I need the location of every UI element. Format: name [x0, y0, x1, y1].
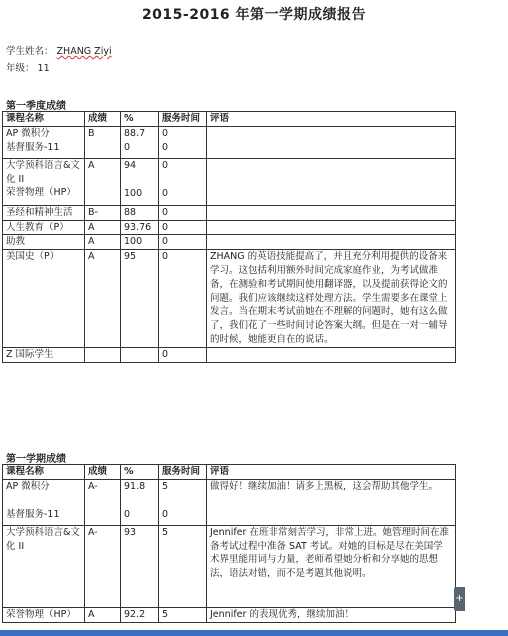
comment-cell: [207, 347, 456, 362]
grade-cell: A: [85, 607, 121, 622]
bottom-edge-bar: [0, 630, 508, 636]
service-cell: 0: [159, 250, 207, 348]
table-row: [3, 607, 456, 622]
section-title-q1: 第一季度成绩: [6, 101, 66, 112]
comment-cell: Jennifer 在班非常刻苦学习，非常上进。她管理时间在准备考试过程中准备 SAT 考试。对她的目标是尽在美国学术界里能用词与力量，老师希望她分析和分享她的思想法，语法对错，而不是考题其他说明。: [207, 525, 456, 607]
header-course: 课程名称: [3, 465, 85, 480]
grade-level-value: 11: [37, 63, 50, 74]
table-row: [3, 220, 456, 235]
grade-cell: A: [85, 250, 121, 348]
percent-cell: 91.8 0: [121, 479, 159, 525]
percent-cell: 88: [121, 205, 159, 220]
header-comment: 评语: [207, 112, 456, 127]
header-service-hours: 服务时间: [159, 112, 207, 127]
header-grade: 成绩: [85, 465, 121, 480]
percent-cell: 100: [121, 235, 159, 250]
comment-cell: Jennifer 的表现优秀，继续加油！: [207, 607, 456, 622]
header-grade: 成绩: [85, 112, 121, 127]
student-name-value: ZHANG Ziyi: [56, 46, 112, 57]
course-cell: 人生教育（P）: [3, 220, 85, 235]
table-row: [3, 525, 456, 607]
header-percent: %: [121, 465, 159, 480]
header-comment: 评语: [207, 465, 456, 480]
service-cell: 0 0: [159, 158, 207, 205]
table-row: [3, 250, 456, 348]
header-course: 课程名称: [3, 112, 85, 127]
grade-level-line: [6, 63, 50, 75]
report-title: 2015-2016 年第一学期成绩报告: [141, 7, 367, 23]
grade-cell: [85, 347, 121, 362]
percent-cell: 92.2: [121, 607, 159, 622]
plus-icon: +: [455, 593, 464, 604]
grade-cell: A: [85, 235, 121, 250]
comment-cell: [207, 220, 456, 235]
side-expand-handle[interactable]: [454, 587, 465, 611]
section-title-s1: 第一学期成绩: [6, 454, 66, 465]
comment-cell: [207, 205, 456, 220]
q1-grades-table: [2, 111, 456, 363]
table-header-row: [3, 465, 456, 480]
service-cell: 0: [159, 220, 207, 235]
grade-cell: A-: [85, 479, 121, 525]
percent-cell: 94 100: [121, 158, 159, 205]
course-cell: Z 国际学生: [3, 347, 85, 362]
course-cell: 圣经和精神生活: [3, 205, 85, 220]
service-cell: 5: [159, 525, 207, 607]
service-cell: 0 0: [159, 126, 207, 158]
s1-grades-table: [2, 464, 456, 623]
table-row: [3, 126, 456, 158]
course-cell: 助教: [3, 235, 85, 250]
course-cell: 荣誉物理（HP）: [3, 607, 85, 622]
comment-cell: [207, 126, 456, 158]
comment-cell: [207, 235, 456, 250]
grade-cell: A: [85, 158, 121, 205]
percent-cell: [121, 347, 159, 362]
service-cell: 5 0: [159, 479, 207, 525]
header-service-hours: 服务时间: [159, 465, 207, 480]
service-cell: 0: [159, 347, 207, 362]
course-cell: 美国史（P）: [3, 250, 85, 348]
table-row: [3, 347, 456, 362]
grade-cell: A-: [85, 525, 121, 607]
service-cell: 5: [159, 607, 207, 622]
table-row: [3, 479, 456, 525]
comment-cell: ZHANG 的英语技能提高了，并且充分利用提供的设备来学习。这包括利用额外时间完成家庭作业，为考试做准备，在测验和考试期间使用翻译器，以及提前获得论文的问题。我们应该继续这样处理方法。学生需要多在课堂上发言。当在期末考试前她在不理解的问题时，她有这么做了，我们花了一些时间讨论答案大纲。但是在一对一辅导的时候，她能更自在的说话。: [207, 250, 456, 348]
percent-cell: 93.76: [121, 220, 159, 235]
grade-level-label: 年级：: [6, 63, 35, 74]
course-cell: 大学预科语言&文化 II: [3, 525, 85, 607]
comment-cell: 做得好！继续加油！请多上黑板，这会帮助其他学生。: [207, 479, 456, 525]
grade-cell: B: [85, 126, 121, 158]
percent-cell: 93: [121, 525, 159, 607]
course-cell: 大学预科语言&文化 II 荣誉物理（HP）: [3, 158, 85, 205]
student-name-label: 学生姓名：: [6, 46, 54, 57]
percent-cell: 88.7 0: [121, 126, 159, 158]
comment-cell: [207, 158, 456, 205]
table-row: [3, 158, 456, 205]
table-header-row: [3, 112, 456, 127]
table-row: [3, 205, 456, 220]
service-cell: 0: [159, 235, 207, 250]
table-row: [3, 235, 456, 250]
grade-cell: B-: [85, 205, 121, 220]
student-name-line: [6, 46, 112, 58]
course-cell: AP 微积分 基督服务-11: [3, 479, 85, 525]
grade-cell: A: [85, 220, 121, 235]
service-cell: 0: [159, 205, 207, 220]
course-cell: AP 微积分 基督服务-11: [3, 126, 85, 158]
percent-cell: 95: [121, 250, 159, 348]
header-percent: %: [121, 112, 159, 127]
